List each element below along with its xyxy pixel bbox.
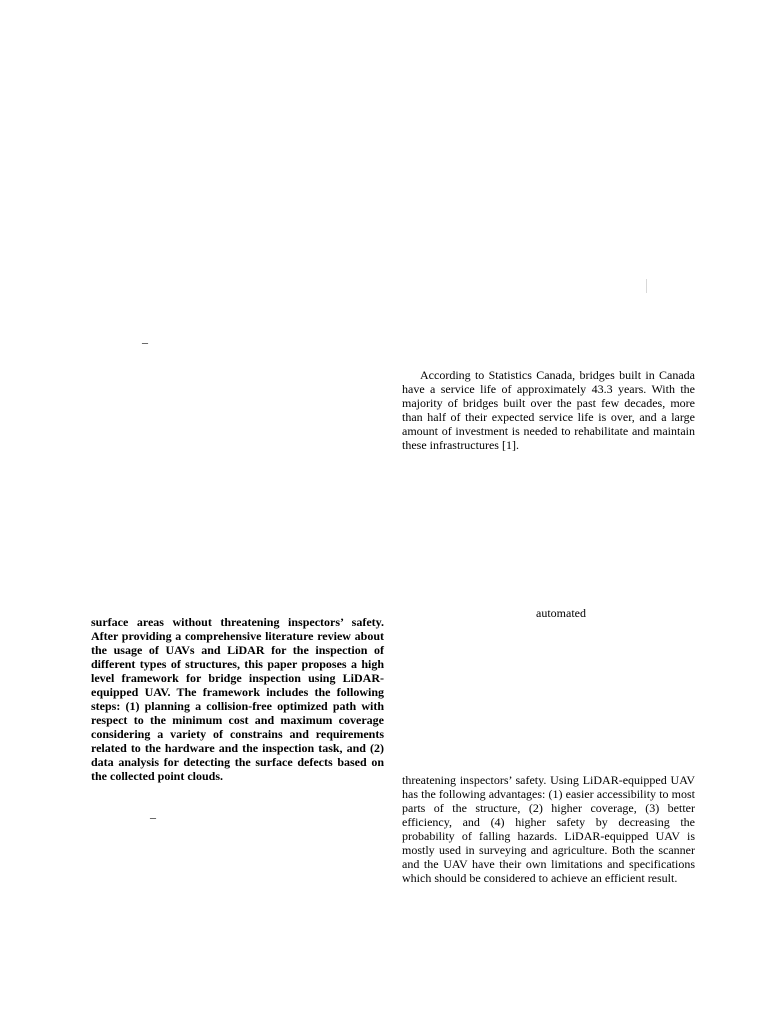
advantages-paragraph-block bbox=[402, 773, 695, 885]
floating-word: automated bbox=[536, 606, 586, 620]
advantages-paragraph: threatening inspectors’ safety. Using LiDAR-equipped UAV has the following advantages: (1) easier accessibility to most parts of the structure, (2) higher coverage, (3) better efficiency, and (4) higher safety by decreasing the probability of falling hazards. LiDAR-equipped UAV is mostly used in surveying and agriculture. Both the scanner and the UAV have their own limitations and specifications which should be considered to achieve an efficient result. bbox=[402, 773, 695, 885]
faint-mark bbox=[646, 279, 647, 293]
abstract-paragraph: surface areas without threatening inspectors’ safety. After providing a comprehensive literature review about the usage of UAVs and LiDAR for the inspection of different types of structures, this paper proposes a high level framework for bridge inspection using LiDAR-equipped UAV. The framework includes the following steps: (1) planning a collision-free optimized path with respect to the minimum cost and maximum coverage considering a variety of constrains and requirements related to the hardware and the inspection task, and (2) data analysis for detecting the surface defects based on the collected point clouds. bbox=[91, 615, 384, 783]
abstract-paragraph-block bbox=[91, 615, 384, 783]
dash-mark-top: – bbox=[142, 335, 148, 349]
intro-paragraph: According to Statistics Canada, bridges built in Canada have a service life of approximately 43.3 years. With the majority of bridges built over the past few decades, more than half of their expected service life is over, and a large amount of investment is needed to rehabilitate and maintain these infrastructures [1]. bbox=[402, 368, 695, 452]
intro-paragraph-block bbox=[402, 368, 695, 452]
dash-mark-bottom: – bbox=[150, 810, 156, 824]
